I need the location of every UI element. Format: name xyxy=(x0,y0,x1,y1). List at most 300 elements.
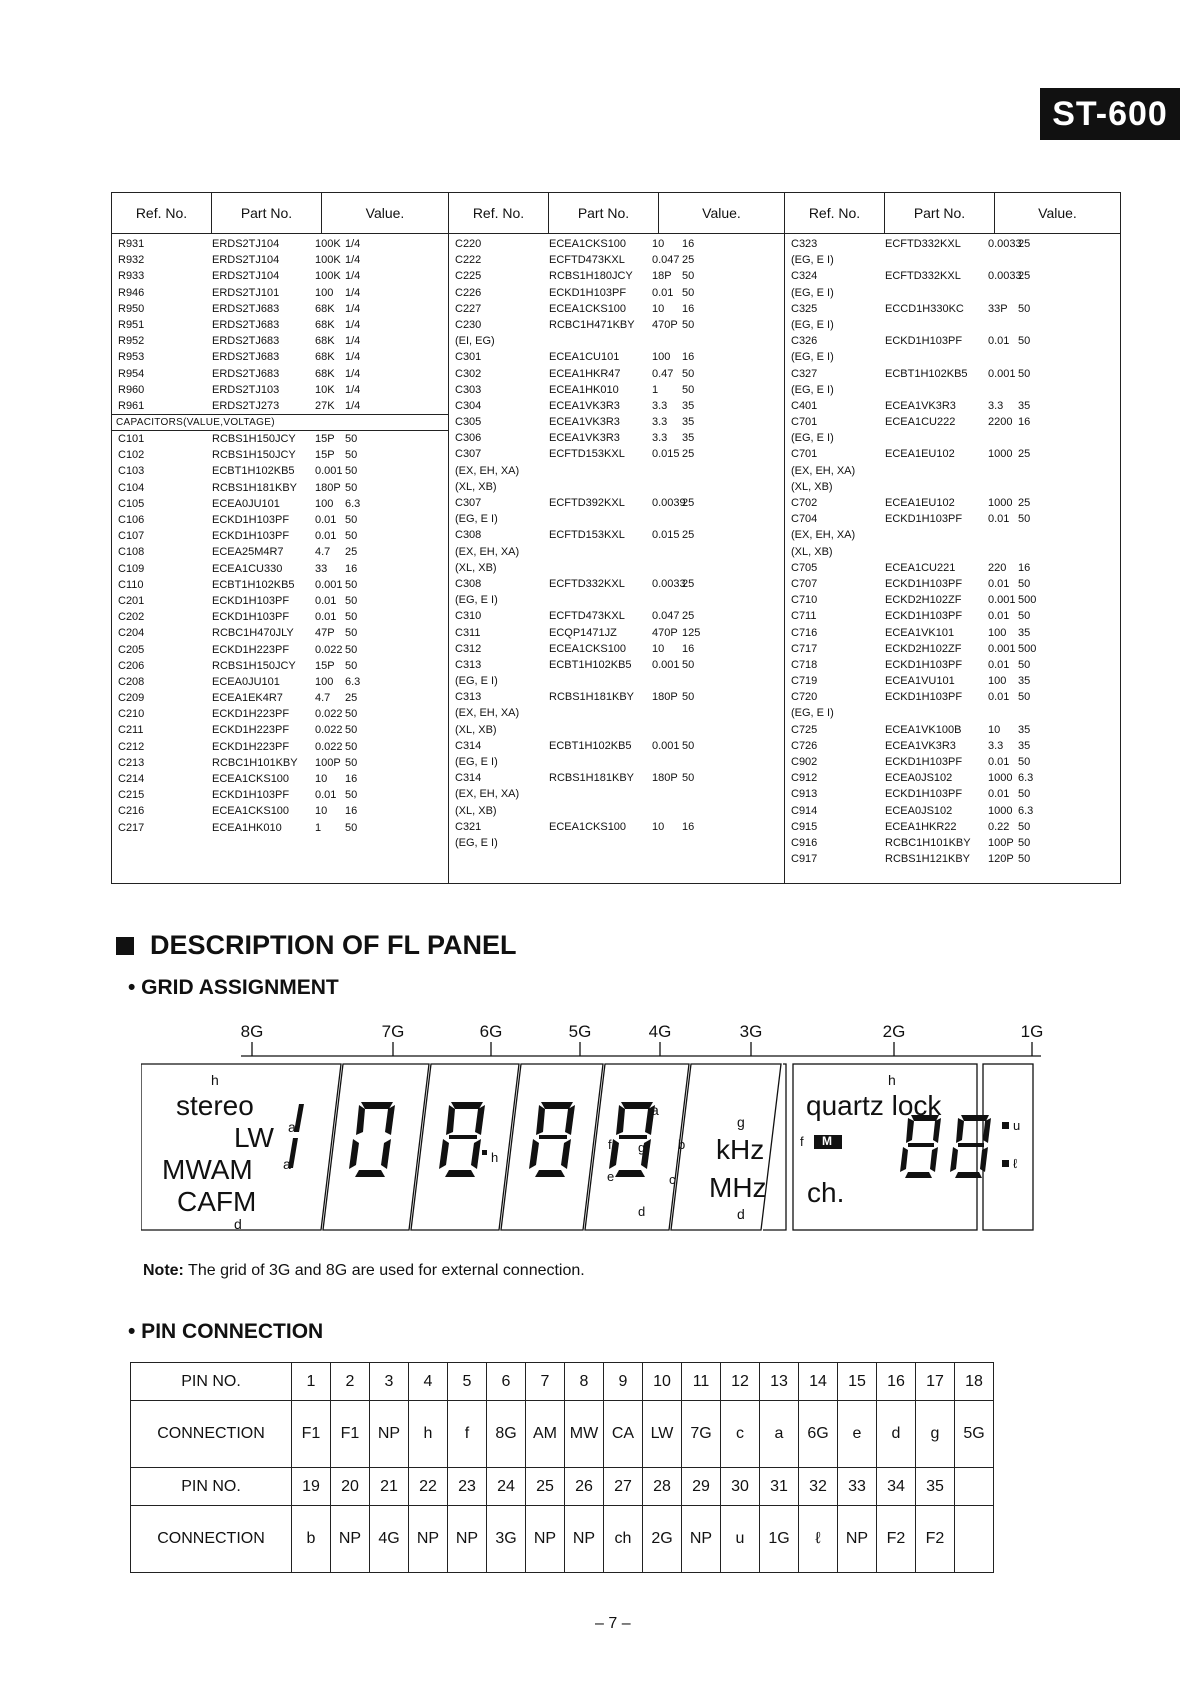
value-cell: 0.01 xyxy=(988,658,1010,671)
value-cell xyxy=(988,544,1018,560)
value-cell: 100 xyxy=(652,351,671,364)
value-cell: 2200 xyxy=(988,416,1013,429)
voltage-cell: 50 xyxy=(1018,610,1031,623)
value-cell: 33P xyxy=(988,302,1008,315)
seg-label-a: a xyxy=(283,1156,291,1172)
grid-label-6g: 6G xyxy=(479,1022,503,1041)
value-cell: 0.01 xyxy=(315,530,337,543)
voltage-cell: 1/4 xyxy=(345,286,361,299)
value-cell: 0.0033 xyxy=(988,270,1022,283)
value-cell: 0.01 xyxy=(988,788,1010,801)
grid-label-7g: 7G xyxy=(381,1022,405,1041)
part-cell: ECEA1EK4R7 xyxy=(212,692,283,705)
part-cell: ERDS2TJ683 xyxy=(212,318,280,331)
pin-connection-cell: ch xyxy=(604,1506,643,1573)
voltage-cell: 25 xyxy=(345,546,358,559)
part-cell: ECFTD153KXL xyxy=(549,529,625,542)
part-cell: ECEA1VK3R3 xyxy=(549,432,620,445)
part-cell: RCBC1H470JLY xyxy=(212,627,294,640)
ref-cell: C206 xyxy=(118,659,145,672)
square-bullet-icon xyxy=(116,937,134,955)
ref-cell: C204 xyxy=(118,627,145,640)
cafm-indicator: CAFM xyxy=(177,1186,257,1217)
value-cell: 0.0033 xyxy=(988,238,1022,250)
ref-cell: (XL, XB) xyxy=(455,480,497,493)
value-cell: 68K xyxy=(315,335,335,348)
parts-row xyxy=(785,301,1120,317)
voltage-cell: 500 xyxy=(1018,594,1037,607)
parts-row xyxy=(449,770,784,786)
voltage-cell: 6.3 xyxy=(345,497,361,510)
value-cell: 0.022 xyxy=(315,740,343,753)
voltage-cell: 1/4 xyxy=(345,302,361,315)
parts-row xyxy=(112,366,448,382)
parts-row xyxy=(785,625,1120,641)
part-cell: ECKD2H102ZF xyxy=(885,642,962,655)
parts-row xyxy=(785,544,1120,560)
ref-cell: C702 xyxy=(791,497,818,509)
parts-row xyxy=(785,430,1120,446)
memory-indicator: M xyxy=(822,1134,832,1148)
part-cell: ECEA1CKS100 xyxy=(549,820,627,833)
parts-row xyxy=(785,738,1120,754)
part-cell: ECFTD332KXL xyxy=(549,577,625,590)
voltage-cell xyxy=(682,544,784,560)
parts-row xyxy=(449,689,784,705)
value-cell: 15P xyxy=(315,433,335,446)
parts-row xyxy=(449,722,784,738)
voltage-cell: 25 xyxy=(345,692,358,705)
pin-number-cell: 32 xyxy=(799,1468,838,1506)
voltage-cell: 50 xyxy=(682,367,695,380)
voltage-cell: 50 xyxy=(345,659,358,672)
value-cell: 100P xyxy=(315,756,341,769)
parts-row xyxy=(449,414,784,430)
part-cell: ECEA1CKS100 xyxy=(212,805,290,818)
parts-row xyxy=(112,658,448,674)
value-cell xyxy=(652,786,682,802)
value-cell: 0.01 xyxy=(315,514,337,526)
value-cell: 1000 xyxy=(988,804,1013,817)
voltage-cell: 50 xyxy=(345,643,358,656)
parts-row xyxy=(449,236,784,252)
voltage-cell xyxy=(1018,705,1120,721)
part-cell: ERDS2TJ683 xyxy=(212,351,280,364)
pin-number-cell: 35 xyxy=(916,1468,955,1506)
stereo-indicator: stereo xyxy=(176,1090,254,1121)
parts-row xyxy=(112,528,448,544)
voltage-cell: 50 xyxy=(345,481,358,494)
ref-cell: C208 xyxy=(118,675,145,688)
part-cell: ERDS2TJ103 xyxy=(212,383,280,396)
part-cell xyxy=(885,705,988,721)
page-number: – 7 – xyxy=(595,1615,631,1632)
part-cell xyxy=(885,544,988,560)
voltage-cell: 50 xyxy=(1018,836,1031,849)
parts-row xyxy=(785,349,1120,365)
value-cell: 0.01 xyxy=(988,756,1010,768)
voltage-cell: 50 xyxy=(345,530,358,543)
value-cell: 10 xyxy=(988,723,1001,736)
value-cell xyxy=(652,673,682,689)
parts-row xyxy=(449,592,784,608)
ref-cell: C212 xyxy=(118,740,145,753)
parts-row xyxy=(112,690,448,706)
part-cell xyxy=(549,803,652,819)
ref-cell: (EX, EH, XA) xyxy=(455,788,520,801)
voltage-cell xyxy=(682,463,784,479)
parts-header xyxy=(449,193,784,234)
ref-cell: C306 xyxy=(455,432,482,445)
parts-row xyxy=(449,527,784,543)
parts-row xyxy=(785,382,1120,398)
value-cell: 0.01 xyxy=(315,789,337,802)
ref-cell: R932 xyxy=(118,254,145,267)
ref-cell: R931 xyxy=(118,238,145,250)
part-cell: ECFTD392KXL xyxy=(549,497,625,509)
parts-row xyxy=(449,608,784,624)
header-ref: Ref. No. xyxy=(112,193,212,233)
value-cell: 15P xyxy=(315,659,335,672)
part-cell: ECEA1CKS100 xyxy=(549,302,627,315)
ref-cell: C209 xyxy=(118,692,145,705)
ref-cell: C314 xyxy=(455,739,482,752)
part-cell: ECEA1HK010 xyxy=(212,821,282,834)
ref-cell: C707 xyxy=(791,577,818,590)
pin-connection-cell: NP xyxy=(682,1506,721,1573)
pin-number-cell: 20 xyxy=(331,1468,370,1506)
parts-row xyxy=(785,236,1120,252)
grid-label-2g: 2G xyxy=(882,1022,906,1041)
part-cell xyxy=(885,430,988,446)
ref-cell: (XL, XB) xyxy=(455,804,497,817)
voltage-cell xyxy=(1018,463,1120,479)
value-cell: 100 xyxy=(315,286,334,299)
part-cell: RCBS1H181KBY xyxy=(549,772,634,785)
value-cell: 18P xyxy=(652,270,672,283)
ref-cell: (EG, E I) xyxy=(791,286,834,299)
value-cell xyxy=(652,479,682,495)
voltage-cell: 50 xyxy=(1018,577,1031,590)
parts-row xyxy=(785,366,1120,382)
seg-label-c: c xyxy=(669,1172,676,1187)
parts-row xyxy=(785,414,1120,430)
value-cell: 10 xyxy=(652,302,665,315)
parts-row xyxy=(785,495,1120,511)
seg-label-a: a xyxy=(288,1119,296,1135)
voltage-cell: 25 xyxy=(1018,238,1031,250)
part-cell: ECKD1H103PF xyxy=(885,610,963,623)
voltage-cell: 50 xyxy=(1018,691,1031,704)
parts-row xyxy=(449,511,784,527)
pin-connection-cell: 6G xyxy=(799,1401,838,1468)
parts-row xyxy=(785,268,1120,284)
parts-row xyxy=(785,576,1120,592)
ref-cell: C701 xyxy=(791,416,818,429)
voltage-cell: 50 xyxy=(682,739,695,752)
pin-row-label: PIN NO. xyxy=(131,1468,292,1506)
part-cell: ERDS2TJ104 xyxy=(212,238,280,250)
parts-row xyxy=(112,447,448,463)
value-cell: 1000 xyxy=(988,772,1013,785)
value-cell xyxy=(652,560,682,576)
voltage-cell: 50 xyxy=(682,691,695,704)
value-cell xyxy=(652,511,682,527)
part-cell: ECKD1H103PF xyxy=(885,577,963,590)
voltage-cell: 35 xyxy=(1018,675,1031,688)
ref-cell: C304 xyxy=(455,399,482,412)
value-cell: 100K xyxy=(315,254,341,267)
voltage-cell: 35 xyxy=(1018,626,1031,639)
part-cell: ECBT1H102KB5 xyxy=(212,578,295,591)
value-cell: 100K xyxy=(315,270,341,283)
channel-indicator: ch. xyxy=(807,1177,845,1208)
parts-row xyxy=(112,722,448,738)
value-cell xyxy=(988,705,1018,721)
ref-cell: C325 xyxy=(791,302,818,315)
part-cell: ECEA0JU101 xyxy=(212,497,280,510)
value-cell: 0.01 xyxy=(988,577,1010,590)
value-cell: 220 xyxy=(988,561,1007,574)
part-cell: ECEA1VK3R3 xyxy=(885,399,956,412)
voltage-cell: 50 xyxy=(1018,658,1031,671)
seg-label-b: b xyxy=(678,1137,686,1152)
parts-row xyxy=(785,689,1120,705)
part-cell: RCBS1H150JCY xyxy=(212,449,296,462)
seg-label-g: g xyxy=(737,1114,745,1130)
voltage-cell xyxy=(682,479,784,495)
parts-row xyxy=(449,705,784,721)
part-cell: RCBC1H471KBY xyxy=(549,318,635,331)
voltage-cell: 50 xyxy=(345,611,358,624)
pin-connection-table xyxy=(130,1362,994,1573)
part-cell: ECQP1471JZ xyxy=(549,626,617,639)
parts-row xyxy=(785,819,1120,835)
part-cell xyxy=(885,527,988,543)
ref-cell: C725 xyxy=(791,723,818,736)
value-cell: 1 xyxy=(652,383,659,396)
parts-row xyxy=(785,657,1120,673)
value-cell: 0.001 xyxy=(988,642,1016,655)
capacitors-label: CAPACITORS(VALUE,VOLTAGE) xyxy=(112,414,448,431)
value-cell xyxy=(988,463,1018,479)
pin-number-cell: 28 xyxy=(643,1468,682,1506)
parts-row xyxy=(112,609,448,625)
value-cell: 10K xyxy=(315,383,335,396)
voltage-cell: 50 xyxy=(682,383,695,396)
part-cell: ECEA1CKS100 xyxy=(549,238,627,250)
parts-row xyxy=(112,512,448,528)
part-cell: ECEA1HK010 xyxy=(549,383,619,396)
parts-row xyxy=(112,252,448,268)
ref-cell: C915 xyxy=(791,820,818,833)
ref-cell: (EG, E I) xyxy=(791,254,834,267)
ref-cell: (EG, E I) xyxy=(791,707,834,720)
value-cell: 3.3 xyxy=(988,739,1004,752)
voltage-cell xyxy=(1018,382,1120,398)
ref-cell: C210 xyxy=(118,708,145,721)
ref-cell: C101 xyxy=(118,433,145,446)
ref-cell: C222 xyxy=(455,254,482,267)
pin-connection-cell: F2 xyxy=(877,1506,916,1573)
ref-cell: C324 xyxy=(791,270,818,283)
ref-cell: C110 xyxy=(118,578,144,591)
part-cell xyxy=(885,382,988,398)
value-cell: 0.01 xyxy=(988,335,1010,348)
voltage-cell xyxy=(682,673,784,689)
ref-cell: C213 xyxy=(118,756,145,769)
ref-cell: C214 xyxy=(118,773,145,785)
voltage-cell: 25 xyxy=(682,610,695,623)
part-cell: ECBT1H102KB5 xyxy=(212,465,295,478)
voltage-cell: 50 xyxy=(682,286,695,299)
parts-row xyxy=(112,577,448,593)
pin-connection-cell: NP xyxy=(838,1506,877,1573)
ref-cell: (EG, E I) xyxy=(791,351,834,364)
value-cell: 100 xyxy=(315,497,334,510)
voltage-cell: 1/4 xyxy=(345,351,361,364)
parts-row xyxy=(112,787,448,803)
ref-cell: C917 xyxy=(791,853,818,866)
parts-row xyxy=(785,511,1120,527)
parts-row xyxy=(449,576,784,592)
value-cell: 0.01 xyxy=(988,513,1010,526)
parts-row xyxy=(112,544,448,560)
parts-row xyxy=(449,430,784,446)
value-cell: 10 xyxy=(315,805,328,818)
voltage-cell: 35 xyxy=(1018,399,1031,412)
ref-cell: (EG, E I) xyxy=(791,432,834,445)
value-cell: 10 xyxy=(652,642,665,655)
voltage-cell xyxy=(682,722,784,738)
voltage-cell xyxy=(1018,349,1120,365)
pin-connection-cell: NP xyxy=(565,1506,604,1573)
voltage-cell: 50 xyxy=(1018,756,1031,768)
ref-cell: C227 xyxy=(455,302,482,315)
part-cell: ECEA1CKS100 xyxy=(549,642,627,655)
voltage-cell: 1/4 xyxy=(345,335,361,348)
value-cell: 0.01 xyxy=(988,610,1010,623)
value-cell xyxy=(652,835,682,851)
voltage-cell: 6.3 xyxy=(1018,772,1034,785)
value-cell: 470P xyxy=(652,318,678,331)
parts-row xyxy=(785,705,1120,721)
ref-cell: (XL, XB) xyxy=(791,545,833,558)
voltage-cell: 16 xyxy=(345,805,358,818)
part-cell: ECBT1H102KB5 xyxy=(549,658,632,671)
voltage-cell: 25 xyxy=(682,577,695,590)
ref-cell: R950 xyxy=(118,302,145,315)
grid-assignment-heading: • GRID ASSIGNMENT xyxy=(128,976,339,999)
part-cell: ECEA1CU221 xyxy=(885,561,956,574)
part-cell xyxy=(549,479,652,495)
part-cell: ECKD1H223PF xyxy=(212,724,290,737)
ref-cell: C301 xyxy=(455,351,482,364)
value-cell xyxy=(652,722,682,738)
value-cell: 0.0039 xyxy=(652,497,686,509)
seg-label-e: e xyxy=(607,1169,615,1184)
ref-cell: (EG, E I) xyxy=(455,836,498,849)
pin-connection-cell: g xyxy=(916,1401,955,1468)
voltage-cell: 50 xyxy=(345,756,358,769)
ref-cell: C106 xyxy=(118,514,145,526)
voltage-cell: 125 xyxy=(682,626,701,639)
part-cell: ECKD1H103PF xyxy=(212,789,290,802)
part-cell xyxy=(885,252,988,268)
parts-row xyxy=(785,770,1120,786)
value-cell: 100P xyxy=(988,836,1014,849)
khz-indicator: kHz xyxy=(716,1134,765,1165)
ref-cell: C307 xyxy=(455,448,482,461)
part-cell: ECFTD332KXL xyxy=(885,238,961,250)
pin-connection-cell: F1 xyxy=(331,1401,370,1468)
pin-connection-cell: e xyxy=(838,1401,877,1468)
pin-connection-cell: NP xyxy=(331,1506,370,1573)
seg-label-a: a xyxy=(651,1102,659,1118)
voltage-cell: 50 xyxy=(1018,302,1031,315)
value-cell xyxy=(652,333,682,349)
voltage-cell: 1/4 xyxy=(345,367,361,380)
quartz-lock-indicator: quartz lock xyxy=(806,1090,942,1121)
pin-number-cell: 5 xyxy=(448,1363,487,1401)
ref-cell: (EG, E I) xyxy=(455,756,498,768)
voltage-cell: 50 xyxy=(682,658,695,671)
parts-row xyxy=(785,560,1120,576)
parts-row xyxy=(112,771,448,787)
part-cell: ECEA25M4R7 xyxy=(212,546,284,559)
part-cell: ECKD1H103PF xyxy=(212,594,290,607)
parts-row xyxy=(449,754,784,770)
ref-cell: C220 xyxy=(455,238,482,250)
ref-cell: C102 xyxy=(118,449,145,462)
voltage-cell xyxy=(1018,527,1120,543)
parts-row xyxy=(112,674,448,690)
ref-cell: (XL, XB) xyxy=(791,480,833,493)
voltage-cell: 16 xyxy=(682,820,695,833)
ref-cell: C902 xyxy=(791,756,818,768)
grid-label-1g: 1G xyxy=(1020,1022,1044,1041)
ref-cell: C912 xyxy=(791,772,818,785)
voltage-cell: 50 xyxy=(1018,788,1031,801)
part-cell: ECEA0JS102 xyxy=(885,804,953,817)
note-label: Note: xyxy=(143,1262,184,1279)
parts-row xyxy=(449,268,784,284)
voltage-cell xyxy=(682,333,784,349)
ref-cell: C323 xyxy=(791,238,818,250)
voltage-cell: 50 xyxy=(345,465,358,478)
grid-label-3g: 3G xyxy=(739,1022,763,1041)
section-title xyxy=(116,930,517,961)
voltage-cell: 1/4 xyxy=(345,270,361,283)
value-cell xyxy=(988,317,1018,333)
ref-cell: C311 xyxy=(455,626,481,639)
seg-label-f: f xyxy=(800,1134,804,1149)
pin-number-cell: 9 xyxy=(604,1363,643,1401)
value-cell: 0.001 xyxy=(988,594,1016,607)
seg-label-g: g xyxy=(638,1140,646,1155)
voltage-cell xyxy=(682,754,784,770)
parts-row xyxy=(785,285,1120,301)
ref-cell: C310 xyxy=(455,610,482,623)
ref-cell: C718 xyxy=(791,658,818,671)
voltage-cell: 1/4 xyxy=(345,399,361,412)
ref-cell: C321 xyxy=(455,820,482,833)
part-cell: ERDS2TJ683 xyxy=(212,367,280,380)
part-cell xyxy=(549,544,652,560)
fl-panel-svg xyxy=(141,1022,1061,1240)
value-cell: 0.022 xyxy=(315,708,343,721)
voltage-cell: 16 xyxy=(345,773,358,785)
